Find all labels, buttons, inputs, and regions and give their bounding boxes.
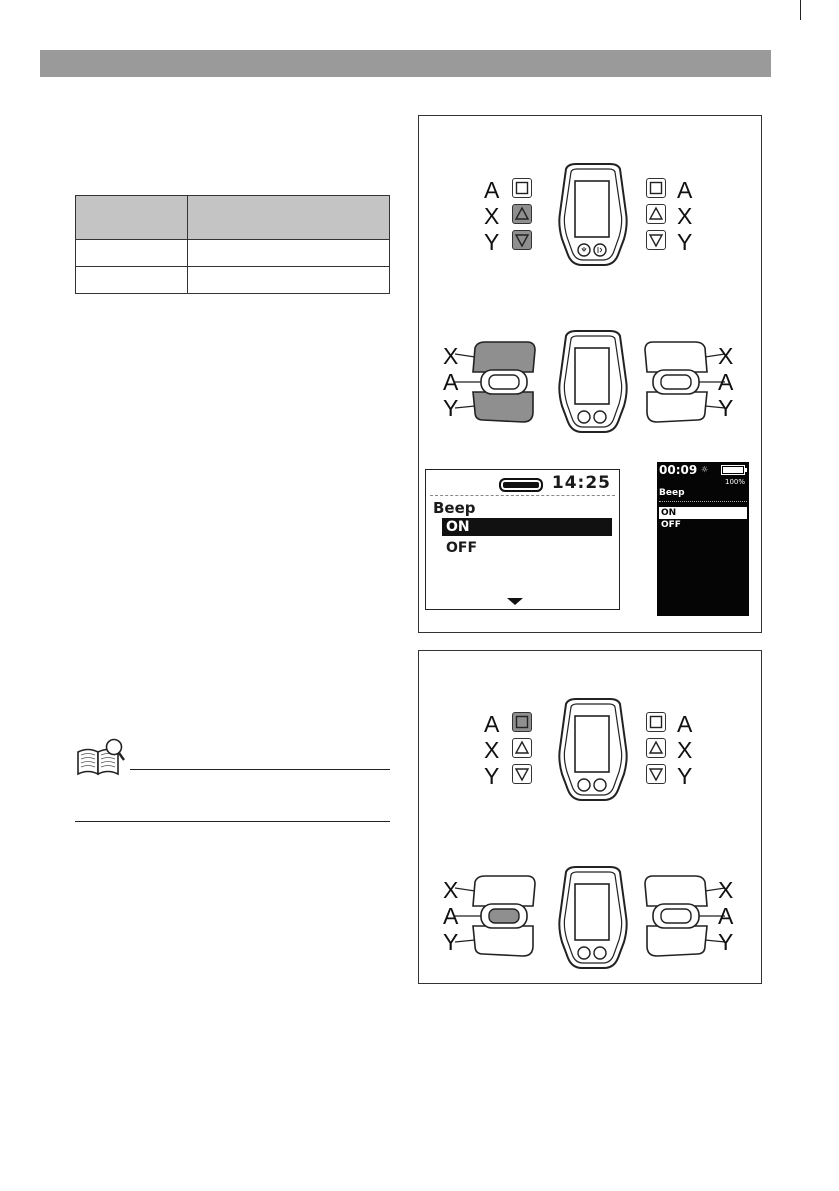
up-triangle-icon: [513, 739, 531, 757]
settings-table: [75, 195, 390, 294]
mini-menu-title: Beep: [659, 488, 685, 498]
table-header-cell: [188, 196, 390, 240]
down-triangle-icon: [513, 231, 531, 249]
up-triangle-icon: [647, 205, 665, 223]
button-y-left[interactable]: [512, 764, 532, 784]
table-row: [76, 267, 390, 294]
square-button-icon: [647, 713, 665, 731]
lever-label-x-left: X: [443, 877, 459, 903]
label-x-left: X: [484, 203, 500, 229]
lcd-divider: [430, 495, 615, 497]
crop-mark: [800, 0, 801, 20]
table-header-cell: [76, 196, 188, 240]
shift-lever-right[interactable]: [640, 336, 725, 428]
label-x-left: X: [484, 737, 500, 763]
battery-tip: [745, 468, 747, 472]
label-a-left: A: [484, 177, 500, 203]
lever-label-x-right: X: [718, 343, 734, 369]
label-x-right: X: [677, 737, 693, 763]
book-magnifier-icon: [76, 738, 126, 778]
lcd-screen-small: [657, 462, 749, 616]
light-icon: ☼: [701, 465, 709, 474]
table-header-row: [76, 196, 390, 240]
mini-option-on-selected[interactable]: ON: [659, 507, 747, 519]
lever-label-x-left: X: [443, 343, 459, 369]
button-x-left[interactable]: [512, 738, 532, 758]
section-header-bar: [40, 50, 771, 77]
label-y-left: Y: [484, 763, 500, 789]
label-x-right: X: [677, 203, 693, 229]
mini-divider: [659, 501, 747, 502]
square-button-icon: [647, 179, 665, 197]
button-y-right[interactable]: [646, 764, 666, 784]
table-cell: [76, 267, 188, 294]
up-triangle-icon: [647, 739, 665, 757]
mini-option-off[interactable]: OFF: [661, 520, 681, 530]
square-button-icon: [513, 179, 531, 197]
cycle-computer-device: [558, 330, 628, 434]
scroll-down-arrow-icon: [507, 598, 523, 605]
button-x-left-pressed[interactable]: [512, 204, 532, 224]
cycle-computer-device: [558, 163, 628, 267]
label-a-right: A: [677, 711, 693, 737]
lever-label-a-right: A: [718, 369, 734, 395]
lever-label-y-right: Y: [718, 395, 734, 421]
button-a-right[interactable]: [646, 712, 666, 732]
lcd-option-off[interactable]: OFF: [446, 540, 478, 556]
cycle-computer-device: [558, 866, 628, 970]
button-a-left-pressed[interactable]: [512, 712, 532, 732]
table-row: [76, 240, 390, 267]
square-button-icon: [513, 713, 531, 731]
table-cell: [188, 240, 390, 267]
button-y-right[interactable]: [646, 230, 666, 250]
lever-label-a-left: A: [443, 369, 459, 395]
table-cell: [188, 267, 390, 294]
label-y-right: Y: [677, 763, 693, 789]
label-y-right: Y: [677, 229, 693, 255]
lcd-option-on-selected[interactable]: ON: [442, 518, 612, 536]
lever-label-y-left: Y: [443, 395, 459, 421]
cycle-computer-device: [558, 698, 628, 802]
lever-label-y-right: Y: [718, 929, 734, 955]
mini-time: 00:09: [659, 463, 698, 477]
button-a-right[interactable]: [646, 178, 666, 198]
down-triangle-icon: [647, 231, 665, 249]
battery-percent: 100%: [724, 478, 745, 486]
lever-label-a-left: A: [443, 903, 459, 929]
battery-icon: [721, 465, 745, 475]
button-a-left[interactable]: [512, 178, 532, 198]
lever-label-y-left: Y: [443, 929, 459, 955]
button-x-right[interactable]: [646, 204, 666, 224]
table-cell: [76, 240, 188, 267]
button-y-left-pressed[interactable]: [512, 230, 532, 250]
shift-lever-left-a-pressed[interactable]: [455, 870, 540, 962]
lcd-screen-large: [425, 469, 620, 610]
button-x-right[interactable]: [646, 738, 666, 758]
lcd-time: 14:25: [551, 473, 611, 493]
shift-lever-left-pressed[interactable]: [455, 336, 540, 428]
battery-icon: [499, 478, 543, 492]
lever-label-x-right: X: [718, 877, 734, 903]
label-a-left: A: [484, 711, 500, 737]
label-y-left: Y: [484, 229, 500, 255]
lever-label-a-right: A: [718, 903, 734, 929]
label-a-right: A: [677, 177, 693, 203]
note-rule: [130, 769, 390, 770]
down-triangle-icon: [647, 765, 665, 783]
lcd-menu-title: Beep: [433, 499, 476, 517]
up-triangle-icon: [513, 205, 531, 223]
note-end-rule: [75, 821, 390, 822]
down-triangle-icon: [513, 765, 531, 783]
shift-lever-right[interactable]: [640, 870, 725, 962]
